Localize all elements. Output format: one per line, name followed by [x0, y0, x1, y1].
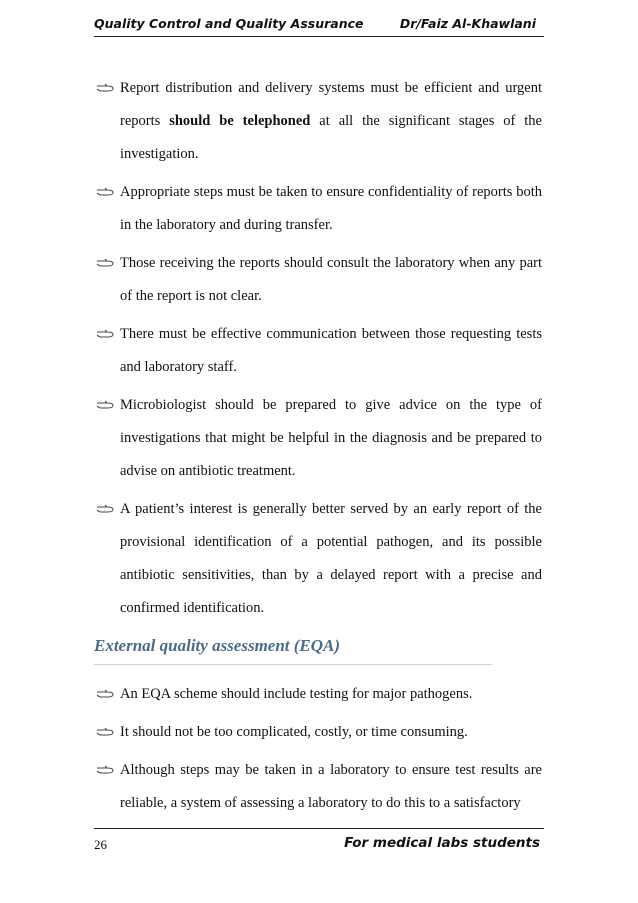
pointing-hand-icon	[96, 318, 116, 351]
list-item: Appropriate steps must be taken to ensure confidentiality of reports both in the laboratory and during transfer.	[96, 176, 542, 242]
pointing-hand-icon	[96, 176, 116, 209]
list-item: Although steps may be taken in a laboratory to ensure test results are reliable, a system of assessing a laboratory to do this to a satisfactory	[96, 754, 542, 820]
pointing-hand-icon	[96, 678, 116, 711]
bullet-list-top	[96, 72, 542, 630]
emphasis: should be telephoned	[169, 113, 311, 129]
header-title: Quality Control and Quality Assurance	[94, 16, 364, 31]
list-item: It should not be too complicated, costly, or time consuming.	[96, 716, 542, 749]
pointing-hand-icon	[96, 72, 116, 105]
pointing-hand-icon	[96, 247, 116, 280]
bullet-list-bottom	[96, 678, 542, 825]
page-footer	[94, 828, 544, 853]
header-author: Dr/Faiz Al-Khawlani	[399, 16, 536, 31]
list-item: A patient’s interest is generally better served by an early report of the provisional identification of a potential pathogen, and its possible antibiotic sensitivities, than by a delayed report with a precise and confirmed identification.	[96, 493, 542, 625]
list-item: Microbiologist should be prepared to give advice on the type of investigations that might be helpful in the diagnosis and be prepared to advise on antibiotic treatment.	[96, 389, 542, 488]
list-item: Those receiving the reports should consult the laboratory when any part of the report is not clear.	[96, 247, 542, 313]
pointing-hand-icon	[96, 754, 116, 787]
list-item: Report distribution and delivery systems must be efficient and urgent reports should be telephoned at all the significant stages of the investigation.	[96, 72, 542, 171]
footer-note: For medical labs students	[344, 835, 540, 851]
list-item: An EQA scheme should include testing for major pathogens.	[96, 678, 542, 711]
list-item: There must be effective communication between those requesting tests and laboratory staff.	[96, 318, 542, 384]
pointing-hand-icon	[96, 389, 116, 422]
pointing-hand-icon	[96, 716, 116, 749]
pointing-hand-icon	[96, 493, 116, 526]
page-number: 26	[94, 837, 107, 852]
page-header	[94, 14, 544, 37]
section-heading: External quality assessment (EQA)	[94, 636, 492, 665]
